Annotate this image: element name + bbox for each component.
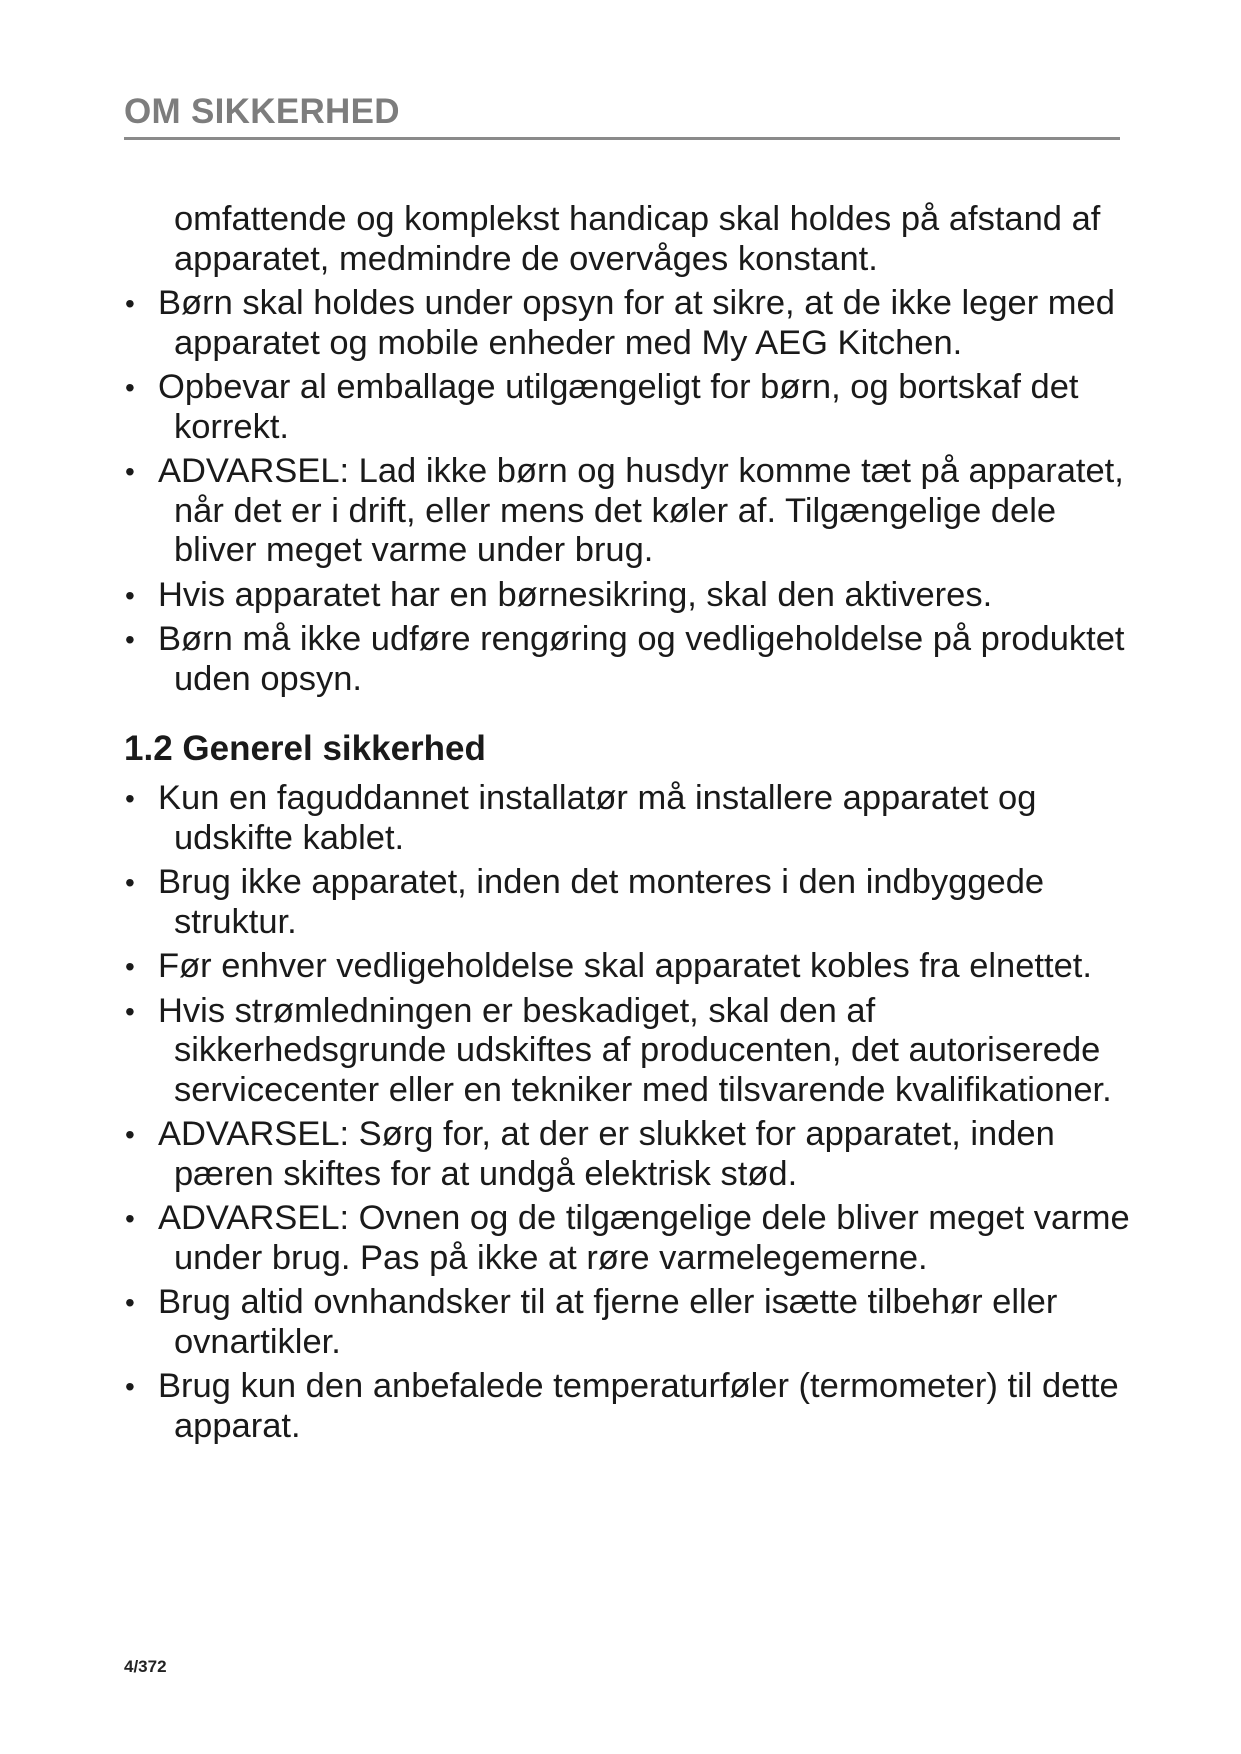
bullet-icon: •: [125, 1203, 135, 1234]
list-item: [124, 1199, 1134, 1278]
list-item: [124, 992, 1134, 1111]
list-item: [124, 576, 1134, 616]
list-item: [124, 620, 1134, 699]
list-item-text: Brug ikke apparatet, inden det monteres i den indbyggede struktur.: [158, 863, 1045, 941]
bullet-icon: •: [125, 288, 135, 319]
bullet-icon: •: [125, 579, 135, 611]
header-title: OM SIKKERHED: [124, 92, 400, 131]
bullet-icon: •: [125, 1119, 135, 1150]
list-item-text: Hvis apparatet har en børnesikring, skal den aktiveres.: [158, 575, 993, 614]
bullet-icon: •: [125, 1287, 135, 1318]
list-item: [124, 452, 1134, 571]
list-item: [124, 368, 1134, 447]
bullet-icon: •: [125, 995, 135, 1027]
list-item: [124, 1283, 1134, 1362]
page-header: [124, 92, 1120, 140]
list-item-text: Før enhver vedligeholdelse skal apparatet kobles fra elnettet.: [158, 947, 1092, 985]
list-item-text: ADVARSEL: Lad ikke børn og husdyr komme tæt på apparatet, når det er i drift, eller mens det køler af. Tilgængelige dele bliver meget varme under brug.: [158, 452, 1124, 569]
list-item-text: Kun en faguddannet installatør må installere apparatet og udskifte kablet.: [158, 779, 1037, 857]
list-item-continuation: [124, 200, 1134, 279]
bullet-icon: •: [125, 783, 135, 814]
list-item: [124, 863, 1134, 942]
list-item-text: Brug altid ovnhandsker til at fjerne eller isætte tilbehør eller ovnartikler.: [158, 1283, 1058, 1361]
list-item: [124, 1115, 1134, 1194]
list-item-text: ADVARSEL: Ovnen og de tilgængelige dele bliver meget varme under brug. Pas på ikke at røre varmelegemerne.: [158, 1199, 1130, 1277]
list-item-text: Børn skal holdes under opsyn for at sikre, at de ikke leger med apparatet og mobile enheder med My AEG Kitchen.: [158, 284, 1115, 362]
list-item-text: Brug kun den anbefalede temperaturføler (termometer) til dette apparat.: [158, 1367, 1119, 1445]
list-item-text: omfattende og komplekst handicap skal holdes på afstand af apparatet, medmindre de overvåges konstant.: [174, 200, 1101, 278]
bullet-icon: •: [125, 951, 135, 982]
list-item-text: Hvis strømledningen er beskadiget, skal den af sikkerhedsgrunde udskiftes af producenten, det autoriserede servicecenter eller en tekniker med tilsvarende kvalifikationer.: [158, 991, 1112, 1109]
bullet-icon: •: [125, 867, 135, 898]
bullet-icon: •: [125, 1371, 135, 1402]
list-item: [124, 284, 1134, 363]
page-content: [124, 200, 1134, 1451]
list-item: [124, 779, 1134, 858]
section-heading: 1.2 Generel sikkerhed: [124, 729, 486, 768]
list-item-text: ADVARSEL: Sørg for, at der er slukket for apparatet, inden pæren skiftes for at undgå elektrisk stød.: [158, 1115, 1055, 1193]
page-number: 4/372: [124, 1657, 167, 1676]
general-safety-list: [124, 779, 1134, 1446]
list-item: [124, 947, 1134, 987]
children-safety-list: [124, 200, 1134, 699]
bullet-icon: •: [125, 624, 135, 655]
bullet-icon: •: [125, 372, 135, 403]
list-item-text: Børn må ikke udføre rengøring og vedligeholdelse på produktet uden opsyn.: [158, 620, 1125, 698]
list-item: [124, 1367, 1134, 1446]
bullet-icon: •: [125, 456, 135, 487]
list-item-text: Opbevar al emballage utilgængeligt for børn, og bortskaf det korrekt.: [158, 368, 1079, 446]
